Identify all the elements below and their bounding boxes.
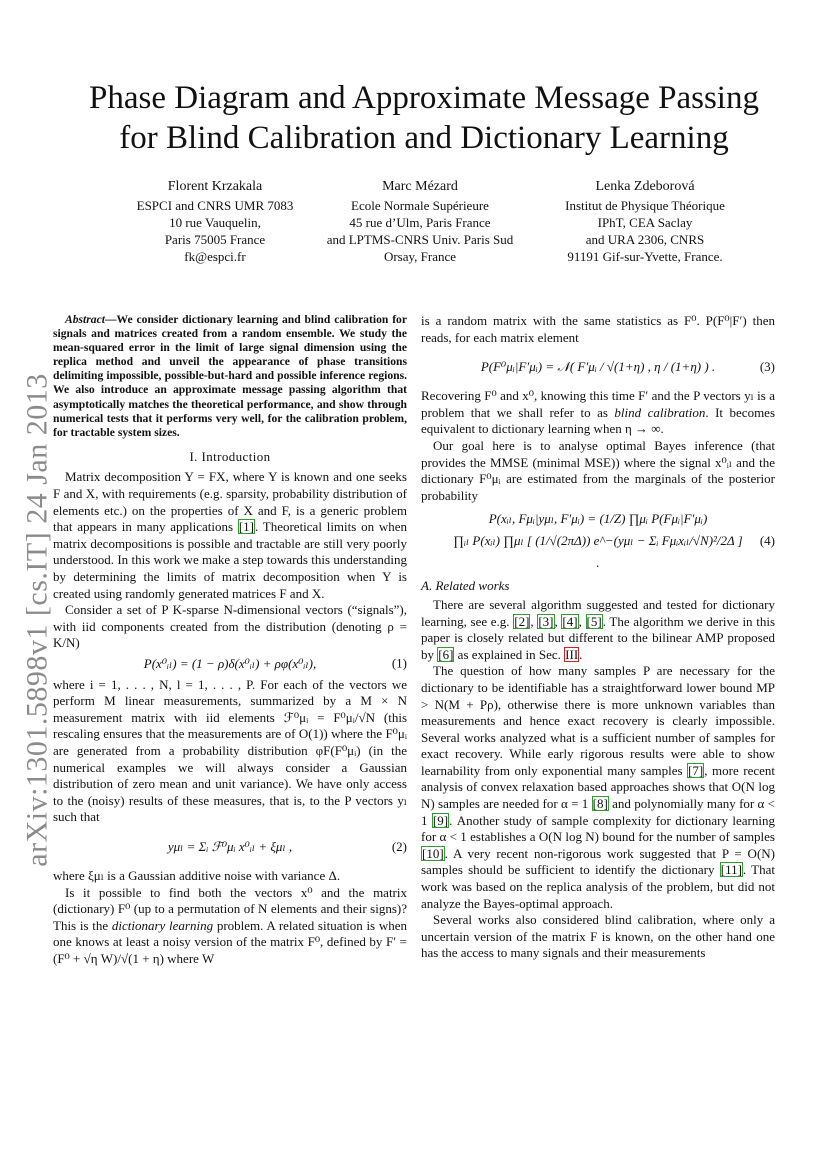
emphasis-blind-calibration: blind calibration: [614, 404, 706, 420]
intro-paragraph-2: Consider a set of P K-sparse N-dimensional vectors (“signals”), with iid components created from the distribution (denoting ρ = K/N): [53, 602, 407, 651]
abstract-label: Abstract: [65, 313, 105, 326]
section-heading-introduction: I. Introduction: [189, 448, 271, 464]
equation-2-body: yμₗ = Σᵢ ℱ⁰μᵢ x⁰ᵢₗ + ξμₗ ,: [167, 838, 293, 854]
author-affiliation-line: and URA 2306, CNRS: [585, 232, 705, 247]
author-affiliation-line: Institut de Physique Théorique: [565, 198, 725, 213]
related-p2-text: The question of how many samples P are necessary for the dictionary to be identifiable has a straightforward lower bound MP > N(M + Pρ), otherwise there is more unknown variables than measurements and hence exact recovery is clearly impossible. Several works analyzed what is a sufficient number of samples for exact recovery. While early rigorous results were able to show learnability from only exponential many samples: [421, 663, 775, 778]
author-name: Florent Krzakala: [167, 179, 263, 194]
equation-1-number: (1): [391, 655, 407, 671]
author-affiliation-line: Paris 75005 France: [164, 232, 266, 247]
citation-link[interactable]: [9]: [432, 812, 449, 828]
right-paragraph-3: Our goal here is to analyse optimal Bayes inference (that provides the MMSE (minimal MSE)) where the signal x⁰ᵢₗ and the dictionary F⁰μᵢ are estimated from the marginals of the posterior probability: [421, 437, 775, 503]
citation-link[interactable]: [7]: [688, 762, 704, 778]
intro-p1-text: Matrix decomposition Y = FX, where Y is known and one seeks F and X, with requirements (e.g. sparsity, probability distribution of elements etc.) on the properties of X and F, is a generic problem that appears in many applications: [53, 469, 407, 535]
related-p2-end: . That work was based on the replica analysis of the problem, but did not analyze the Bayes-optimal approach.: [421, 862, 775, 911]
intro-paragraph-4: where ξμₗ is a Gaussian additive noise with variance Δ.: [53, 867, 341, 883]
author-affiliation-line: Orsay, France: [383, 249, 457, 264]
citation-link[interactable]: [8]: [592, 796, 608, 812]
right-p2-text: Recovering F⁰ and x⁰, knowing this time F′ and the P vectors yₗ is a problem that we shall refer to as: [421, 388, 775, 420]
citation-link[interactable]: [5]: [586, 613, 602, 629]
right-paragraph-2: [421, 388, 775, 438]
related-p1-mid2: as explained in Sec.: [457, 646, 561, 662]
section-reference-link[interactable]: III: [565, 646, 579, 662]
left-column: [53, 313, 407, 967]
right-column: [421, 313, 775, 962]
citation-link[interactable]: [11]: [720, 862, 742, 878]
author-email: fk@espci.fr: [184, 249, 246, 264]
related-p1-end: .: [579, 646, 583, 662]
intro-p5-text: Is it possible to find both the vectors x⁰ and the matrix (dictionary) F⁰ (up to a permutation of N elements and their signs)? This is the: [53, 884, 407, 933]
author-affiliation-line: 10 rue Vauquelin,: [169, 215, 261, 230]
paper-title: [60, 78, 788, 158]
right-paragraph-1: is a random matrix with the same statistics as F⁰. P(F⁰|F′) then reads, for each matrix element: [421, 313, 775, 345]
equation-4-line-2: ∏ᵢₗ P(xᵢₗ) ∏μₗ [ (1/√(2πΔ)) e^−(yμₗ − Σᵢ Fμᵢxᵢₗ/√N)²/2Δ ] .: [453, 533, 743, 571]
arxiv-sidebar-stamp: [18, 340, 58, 900]
related-paragraph-3: Several works also considered blind calibration, where only a uncertain version of the matrix F is known, on the other hand one has the access to many signals and their measurements: [421, 912, 775, 961]
author-affiliation-line: IPhT, CEA Saclay: [597, 215, 693, 230]
author-affiliation-line: Ecole Normale Supérieure: [351, 198, 489, 213]
equation-4: [421, 508, 775, 574]
equation-2: [53, 830, 407, 864]
intro-p1-end: . Theoretical limits on when matrix decompositions is possible and tractable are still very poorly understood. In this work we make a step towards this understanding by determining the limits of matrix decomposition when Y is created using randomly generated matrices F and X.: [53, 519, 407, 601]
emphasis-dictionary-learning: dictionary learning: [111, 917, 214, 933]
author-affiliation-line: and LPTMS-CNRS Univ. Paris Sud: [326, 232, 514, 247]
author-block-krzakala: [95, 178, 335, 265]
intro-paragraph-3: where i = 1, . . . , N, l = 1, . . . , P. For each of the vectors we perform M linear measurements, summarized by a M × N measurement matrix with iid elements ℱ⁰μᵢ = F⁰μᵢ/√N (this rescaling ensures that the measurements are of O(1)) where the F⁰μᵢ are generated from a probability distribution φF(F⁰μᵢ) (in the numerical examples we will always consider a Gaussian distribution of zero mean and unit variance). We have only access to the (noisy) results of these measures, that is, to the P vectors yₗ such that: [53, 676, 407, 825]
author-block-zdeborova: [525, 178, 765, 265]
intro-p5-end: problem. A related situation is when one knows at least a noisy version of the matrix F⁰, defined by F′ = (F⁰ + √η W)/√(1 + η) where W: [53, 917, 408, 966]
arxiv-stamp-text: arXiv:1301.5898v1 [cs.IT] 24 Jan 2013: [21, 373, 55, 867]
equation-3: [421, 350, 775, 384]
equation-2-number: (2): [391, 838, 407, 854]
author-block-mezard: [300, 178, 540, 265]
intro-paragraph-1: [53, 469, 407, 602]
author-name: Lenka Zdeborová: [595, 179, 695, 194]
equation-3-body: P(F⁰μᵢ|F′μᵢ) = 𝒩( F′μᵢ / √(1+η) , η / (1+η) ) .: [480, 359, 716, 375]
subsection-heading-related-works: A. Related works: [421, 578, 510, 594]
related-p2-mid4: . A very recent non-rigorous work suggested that P = O(N) samples should be sufficient to identify the dictionary: [421, 845, 775, 878]
author-affiliation-line: 45 rue d’Ulm, Paris France: [349, 215, 491, 230]
equation-4-number: (4): [759, 533, 775, 549]
citation-link[interactable]: [3]: [538, 613, 554, 629]
related-p2-mid: , more recent analysis of convex relaxation based approaches shows that O(N log N) samples are needed for α = 1: [421, 762, 775, 812]
author-affiliation-line: 91191 Gif-sur-Yvette, France.: [567, 249, 723, 264]
related-paragraph-2: [421, 663, 775, 912]
related-p1-text: There are several algorithm suggested and tested for dictionary learning, see e.g.: [421, 596, 775, 629]
equation-1-body: P(x⁰ᵢₗ) = (1 − ρ)δ(x⁰ᵢₗ) + ρφ(x⁰ᵢₗ),: [143, 655, 317, 671]
right-p2-end: . It becomes equivalent to dictionary learning when η → ∞.: [421, 404, 776, 437]
equation-3-number: (3): [759, 359, 775, 375]
equation-1: [53, 656, 407, 673]
title-line-2: for Blind Calibration and Dictionary Learning: [119, 120, 729, 156]
citation-link[interactable]: [1]: [238, 519, 254, 535]
author-name: Marc Mézard: [382, 179, 458, 194]
related-paragraph-1: There are several algorithm suggested and tested for dictionary learning, see e.g. [2], [3], [4], [5]. The algorithm we derive in this paper is closely related but different to the bilinear AMP proposed by [6] as explained in Sec. III.: [421, 596, 776, 662]
title-line-1: Phase Diagram and Approximate Message Passing: [89, 80, 759, 116]
related-p1-mid: . The algorithm we derive in this paper is closely related but different to the bilinear AMP proposed by: [421, 613, 776, 662]
related-p2-mid3: . Another study of sample complexity for dictionary learning for α < 1 establishes a O(N log N) bound for the number of samples: [421, 812, 776, 845]
intro-paragraph-5: [53, 885, 407, 968]
citation-link[interactable]: [2]: [514, 613, 530, 629]
citation-link[interactable]: [4]: [562, 613, 578, 629]
citation-link[interactable]: [10]: [422, 845, 444, 861]
equation-4-line-1: P(xᵢₗ, Fμᵢ|yμₗ, F′μᵢ) = (1/Z) ∏μᵢ P(Fμᵢ|F′μᵢ): [488, 511, 708, 527]
abstract-text: —We consider dictionary learning and blind calibration for signals and matrices created from a random ensemble. We study the mean-squared error in the limit of large signal dimension using the replica method and unveil the appearance of phase transitions delimiting impossible, possible-but-hard and possible inference regions. We also introduce an approximate message passing algorithm that asymptotically matches the theoretical performance, and show through numerical tests that it performs very well, for the calibration problem, for tractable system sizes.: [53, 313, 407, 439]
abstract: [53, 313, 407, 440]
citation-link[interactable]: [6]: [438, 646, 454, 662]
related-p2-mid2: and polynomially many for α < 1: [421, 796, 776, 828]
author-affiliation-line: ESPCI and CNRS UMR 7083: [136, 198, 294, 213]
